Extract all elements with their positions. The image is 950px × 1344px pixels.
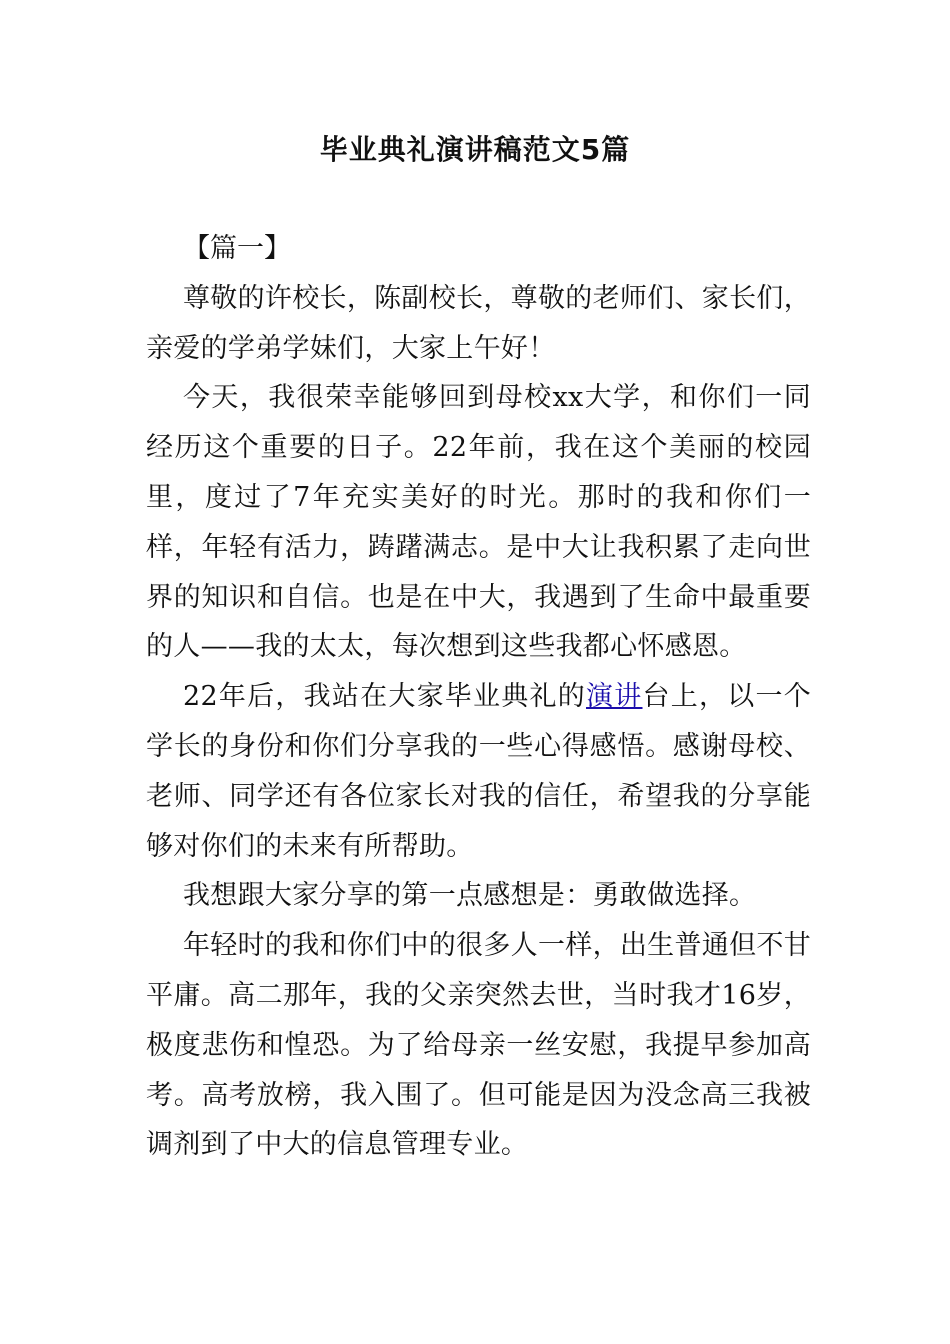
paragraph-speech-after: 台上，以一个学长的身份和你们分享我的一些心得感悟。感谢母校、老师、同学还有各位家长对我的信任，希望我的分享能够对你们的未来有所帮助。 xyxy=(146,681,811,862)
document-title: 毕业典礼演讲稿范文5篇 xyxy=(319,133,631,166)
paragraph-youth: 年轻时的我和你们中的很多人一样，出生普通但不甘平庸。高二那年，我的父亲突然去世，当时我才16岁，极度悲伤和惶恐。为了给母亲一丝安慰，我提早参加高考。高考放榜，我入围了。但可能是因为没念高三我被调剂到了中大的信息管理专业。 xyxy=(146,930,811,1161)
paragraph-intro: 今天，我很荣幸能够回到母校xx大学，和你们一同经历这个重要的日子。22年前，我在这个美丽的校园里，度过了7年充实美好的时光。那时的我和你们一样，年轻有活力，踌躇满志。是中大让我积累了走向世界的知识和自信。也是在中大，我遇到了生命中最重要的人——我的太太，每次想到这些我都心怀感恩。 xyxy=(146,382,811,663)
paragraph-greeting: 尊敬的许校长，陈副校长，尊敬的老师们、家长们，亲爱的学弟学妹们，大家上午好！ xyxy=(146,282,811,364)
document-body xyxy=(146,224,811,1170)
paragraph-first-point: 我想跟大家分享的第一点感想是：勇敢做选择。 xyxy=(183,880,757,912)
section-label: 【篇一】 xyxy=(183,233,291,264)
paragraph-speech-before: 22年后，我站在大家毕业典礼的 xyxy=(183,681,587,713)
paragraph-speech xyxy=(146,672,811,871)
speech-link[interactable]: 演讲 xyxy=(586,681,643,713)
